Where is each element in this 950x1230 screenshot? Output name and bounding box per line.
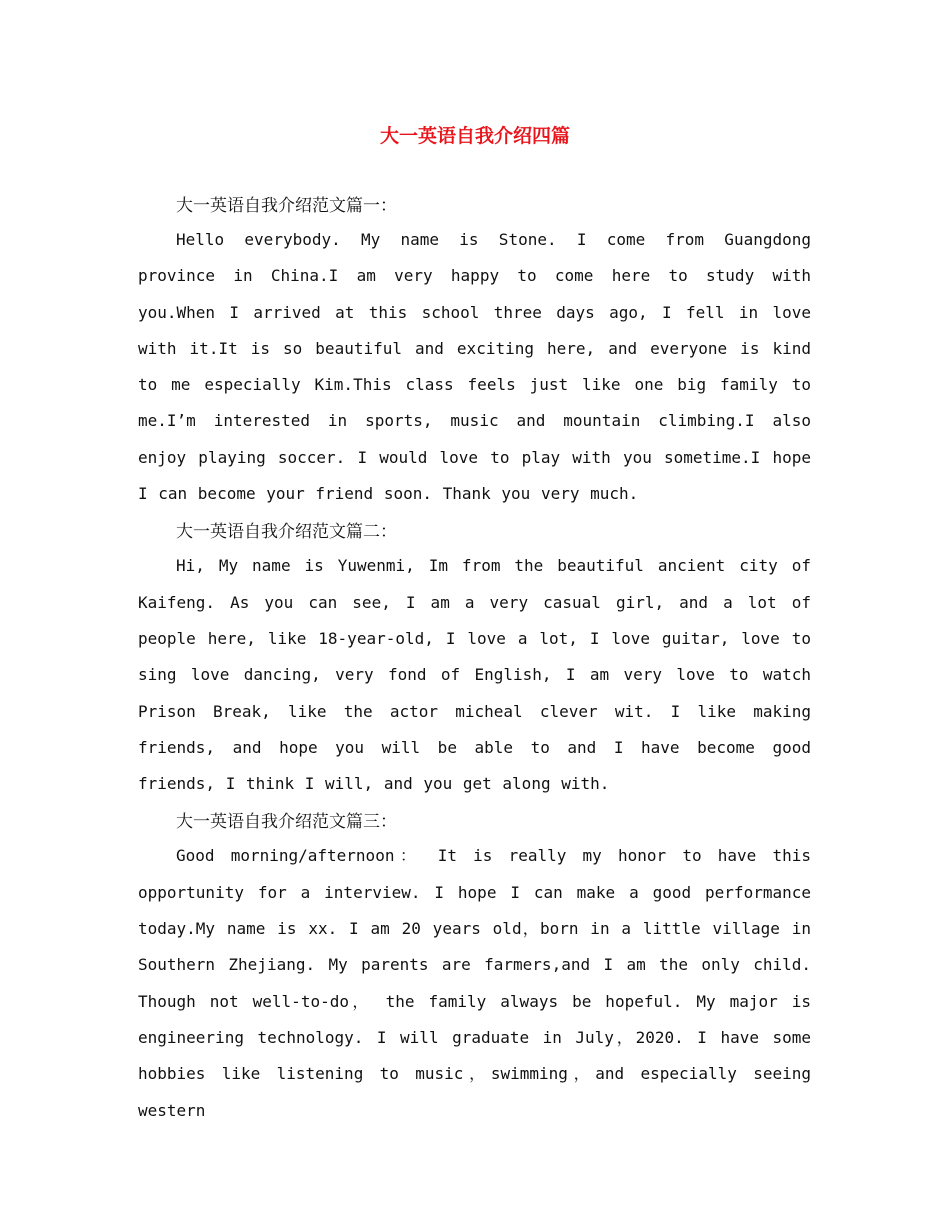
section-paragraph: Hello everybody. My name is Stone. I come from Guangdong province in China.I am very happy to come here to study with you.When I arrived at this school three days ago, I fell in love with it.It is so beautiful and exciting here, and everyone is kind to me especially Kim.This class feels just like one big family to me.I’m interested in sports, music and mountain climbing.I also enjoy playing soccer. I would love to play with you sometime.I hope I can become your friend soon. Thank you very much.: [138, 230, 811, 504]
section-heading: 大一英语自我介绍范文篇一：: [176, 196, 397, 216]
document-title: 大一英语自我介绍四篇: [379, 125, 570, 147]
document-body: [138, 190, 811, 1129]
essay-section-2: [138, 516, 811, 802]
section-heading: 大一英语自我介绍范文篇三：: [176, 812, 397, 833]
section-paragraph: Hi, My name is Yuwenmi, Im from the beautiful ancient city of Kaifeng. As you can see, I am a very casual girl, and a lot of people here, like 18-year-old, I love a lot, I love guitar, love to sing love dancing, very fond of English, I am very love to watch Prison Break, like the actor micheal clever wit. I like making friends, and hope you will be able to and I have become good friends, I think I will, and you get along with.: [138, 556, 811, 794]
essay-section-3: [138, 806, 811, 1128]
section-paragraph: Good morning/afternoon： It is really my honor to have this opportunity for a interview. I hope I can make a good performance today.My name is xx. I am 20 years old，born in a little village in Southern Zhejiang. My parents are farmers,and I am the only child. Though not well-to-do， the family always be hopeful. My major is engineering technology. I will graduate in July，2020. I have some hobbies like listening to music，swimming，and especially seeing western: [138, 846, 811, 1120]
section-heading: 大一英语自我介绍范文篇二：: [176, 522, 397, 543]
essay-section-1: [138, 190, 811, 512]
